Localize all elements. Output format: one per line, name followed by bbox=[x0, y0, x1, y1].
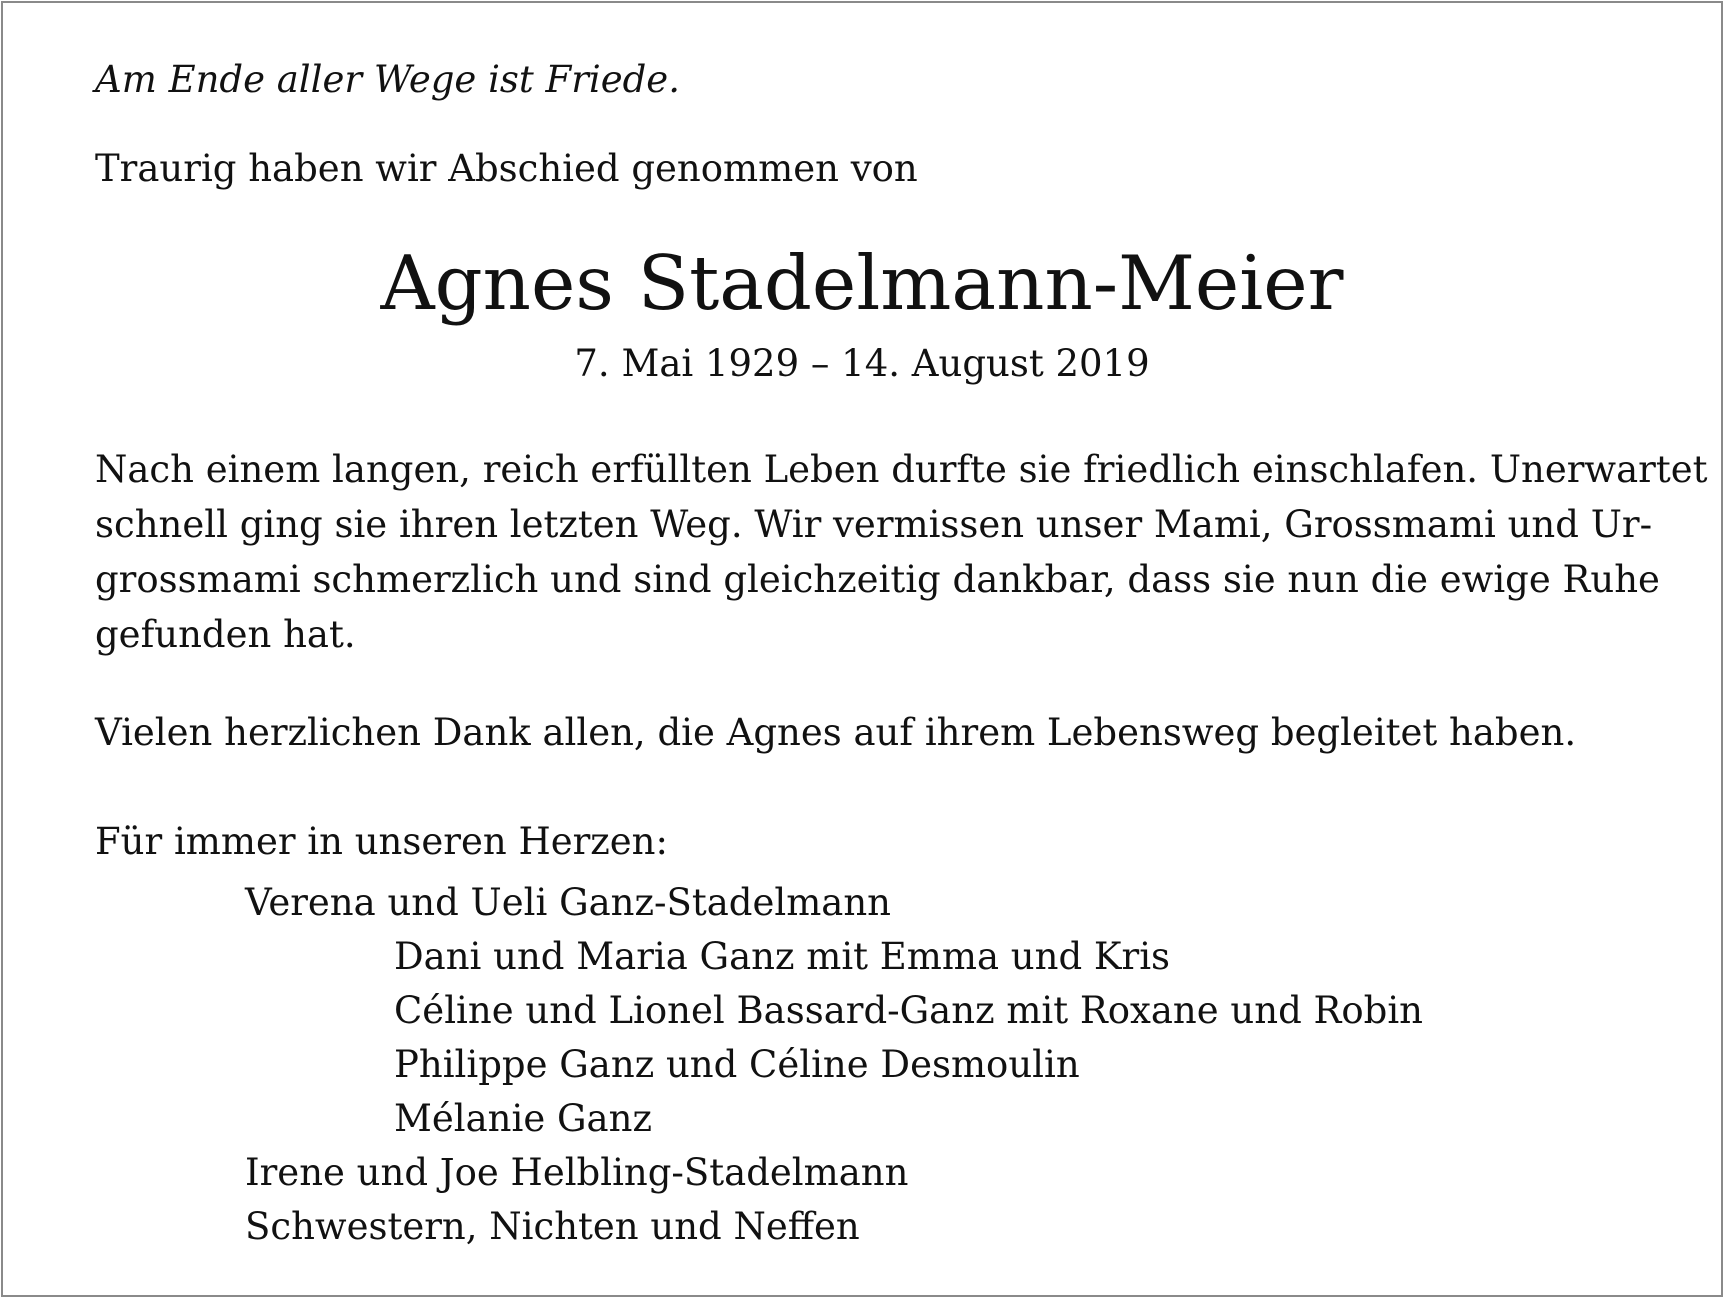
paragraph-line: Nach einem langen, reich erfüllten Leben durfte sie friedlich einschlafen. Unerwartet bbox=[95, 448, 1708, 491]
survivor-entry: Céline und Lionel Bassard-Ganz mit Roxane und Robin bbox=[394, 989, 1424, 1032]
paragraph-line: schnell ging sie ihren letzten Weg. Wir vermissen unser Mami, Grossmami und Ur- bbox=[95, 503, 1653, 546]
survivor-entry: Irene und Joe Helbling-Stadelmann bbox=[245, 1151, 909, 1194]
deceased-name: Agnes Stadelmann-Meier bbox=[380, 239, 1344, 327]
intro-text: Traurig haben wir Abschied genommen von bbox=[95, 147, 918, 190]
survivor-entry: Schwestern, Nichten und Neffen bbox=[245, 1205, 860, 1248]
survivor-entry: Dani und Maria Ganz mit Emma und Kris bbox=[394, 935, 1171, 978]
survivors-list bbox=[0, 876, 1424, 1254]
paragraph-line: grossmami schmerzlich und sind gleichzeitig dankbar, dass sie nun die ewige Ruhe bbox=[95, 558, 1660, 601]
life-dates: 7. Mai 1929 – 14. August 2019 bbox=[574, 342, 1150, 385]
thanks-text: Vielen herzlichen Dank allen, die Agnes auf ihrem Lebensweg begleitet haben. bbox=[95, 711, 1577, 754]
forever-heading: Für immer in unseren Herzen: bbox=[95, 820, 668, 863]
paragraph-line: gefunden hat. bbox=[95, 613, 356, 656]
survivor-entry: Philippe Ganz und Céline Desmoulin bbox=[394, 1043, 1080, 1086]
survivor-entry: Verena und Ueli Ganz-Stadelmann bbox=[245, 881, 892, 924]
survivor-entry: Mélanie Ganz bbox=[394, 1097, 652, 1140]
motto: Am Ende aller Wege ist Friede. bbox=[95, 58, 680, 101]
main-paragraph bbox=[95, 442, 1707, 662]
